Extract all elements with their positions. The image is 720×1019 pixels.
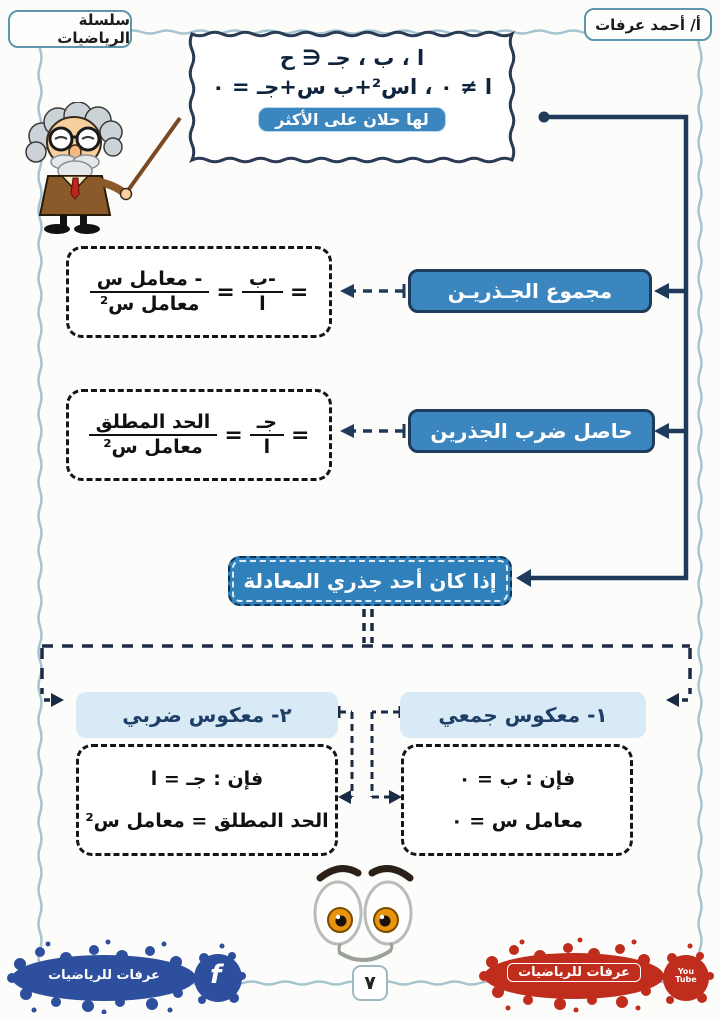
page-number-text: ٧ [364, 972, 376, 994]
teacher-label [584, 8, 712, 41]
equals-sign: = [289, 279, 309, 305]
connector-start-dot [539, 112, 550, 123]
dashed-formula-arrows [352, 291, 404, 431]
condition-drop-connector [364, 609, 372, 643]
smile-corners [339, 944, 392, 953]
left-eyebrow [320, 869, 358, 878]
case1-content [404, 747, 630, 853]
equals-sign: = [290, 422, 310, 448]
sum-roots-pill [408, 269, 652, 313]
professor-cartoon [12, 102, 192, 234]
teacher-label-text: أ/ أحمد عرفات [595, 15, 701, 34]
professor-legs [44, 215, 100, 234]
youtube-icon-line2: Tube [675, 975, 697, 985]
youtube-splat-label [504, 965, 644, 980]
smiley-eyes-illustration [298, 858, 432, 968]
case-connector-caps [339, 706, 400, 718]
pointer-stick [124, 118, 180, 196]
fraction-denominator: ا [263, 436, 271, 458]
sum-roots-formula [69, 249, 329, 335]
case2-line1: فإن : جـ = ا [150, 767, 264, 790]
youtube-splat [474, 934, 716, 1014]
fraction-denominator: ا [259, 293, 266, 315]
arrow-to-sum-pill [654, 283, 669, 299]
right-eyebrow [372, 869, 410, 878]
facebook-icon: f [210, 960, 222, 990]
arrow-to-product-formula [340, 424, 354, 438]
main-connector [520, 117, 686, 578]
left-eye-highlight [336, 915, 340, 919]
case1-box [401, 744, 633, 856]
arrow-to-case-2 [51, 693, 64, 707]
series-label [8, 10, 132, 48]
case2-box [76, 744, 338, 856]
fraction-b-over-a [242, 268, 283, 316]
youtube-icon [672, 968, 700, 985]
fraction-numerator: - معامل س [90, 268, 210, 293]
arrow-to-product-pill [654, 423, 669, 439]
condition-box [228, 556, 512, 606]
right-eye-highlight [380, 915, 384, 919]
fraction-denominator: معامل س² [103, 436, 203, 458]
case2-line2: الحد المطلق = معامل س² [85, 810, 329, 833]
case1-header [400, 692, 646, 738]
condition-label: إذا كان أحد جذري المعادلة [243, 569, 497, 593]
case1-line2: معامل س = ٠ [451, 810, 583, 833]
fraction-denominator: معامل س² [99, 293, 200, 315]
case2-header [76, 692, 338, 738]
fraction-c-over-a [250, 411, 284, 459]
series-label-text: سلسلة الرياضيات [57, 11, 130, 47]
youtube-splat-label-text: عرفات للرياضيات [507, 963, 641, 982]
professor-illustration [12, 102, 192, 234]
fraction-numerator: الحد المطلق [89, 411, 218, 436]
product-roots-pill [408, 409, 655, 453]
fraction-absolute-term [89, 411, 218, 459]
product-roots-label: حاصل ضرب الجذرين [430, 419, 633, 443]
fraction-numerator: -ب [242, 268, 283, 293]
intro-equation-line: ا ≠ ٠ ، اس²+ب س+جـ = ٠ [211, 75, 493, 100]
intro-domain-line: ا ، ب ، جـ ∈ ح [279, 46, 425, 70]
intro-cloud [196, 40, 508, 156]
sum-roots-formula-box [66, 246, 332, 338]
arrow-to-condition [516, 569, 531, 587]
case2-title: ٢- معكوس ضربي [122, 703, 292, 727]
sum-roots-label: مجموع الجـذريـن [447, 279, 613, 303]
smiley-eyes-cartoon [298, 858, 432, 968]
product-roots-formula [69, 392, 329, 478]
arrow-to-case2-box [338, 790, 351, 804]
smile [340, 951, 390, 960]
arrow-to-sum-formula [340, 284, 354, 298]
arrow-to-case-1 [666, 693, 679, 707]
case1-title: ١- معكوس جمعي [438, 703, 608, 727]
professor-hand [121, 189, 132, 200]
product-roots-formula-box [66, 389, 332, 481]
case2-content [79, 747, 335, 853]
professor-tie [71, 178, 79, 199]
equals-sign: = [216, 279, 235, 305]
fraction-coefficients [90, 268, 210, 316]
facebook-splat-label: عرفات للرياضيات [48, 968, 160, 983]
facebook-splat [4, 938, 248, 1014]
page-number [352, 965, 388, 1001]
intro-badge: لها حلان على الأكثر [258, 107, 445, 132]
equals-sign: = [224, 422, 243, 448]
case1-line1: فإن : ب = ٠ [458, 767, 576, 790]
fraction-numerator: جـ [250, 411, 284, 436]
youtube-icon-line1: You [677, 967, 695, 976]
case-inner-connectors [339, 712, 400, 797]
